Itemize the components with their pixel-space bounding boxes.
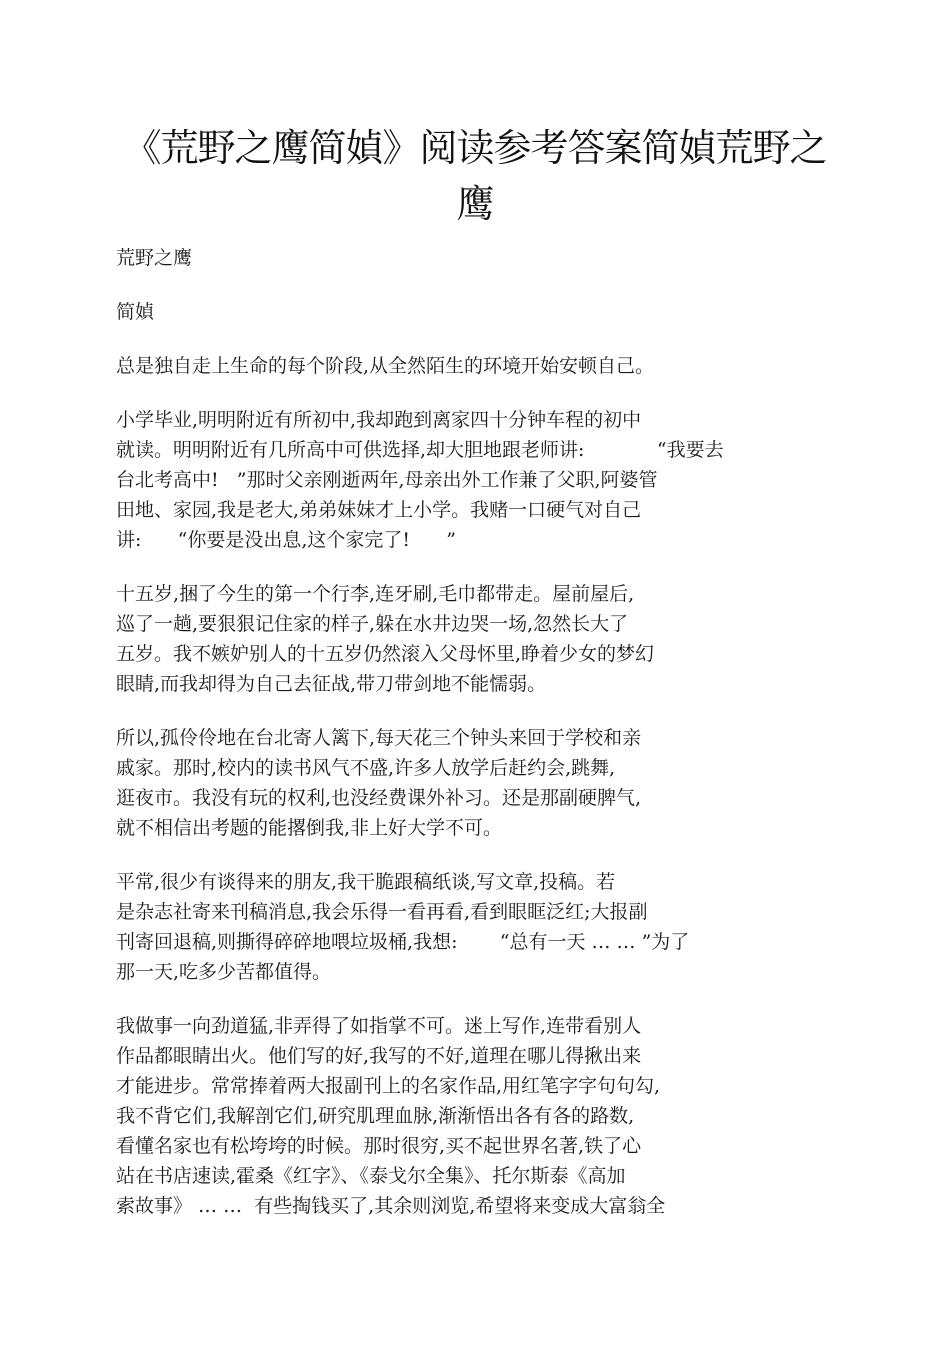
paragraph-line: 总是独自走上生命的每个阶段,从全然陌生的环境开始安顿自己。	[116, 355, 655, 377]
paragraph-line: 就不相信出考题的能撂倒我,非上好大学不可。	[116, 817, 503, 839]
paragraph-line: 看懂名家也有松垮垮的时候。那时很穷,买不起世界名著,铁了心	[116, 1135, 642, 1157]
paragraph	[116, 405, 816, 555]
paragraph-line: 巡了一趟,要狠狠记住家的样子,躲在水井边哭一场,忽然长大了	[116, 613, 629, 635]
paragraph	[116, 243, 816, 273]
paragraph	[116, 1011, 816, 1221]
paragraph-line: 荒野之鹰	[116, 247, 193, 269]
paragraph-line: 平常,很少有谈得来的朋友,我干脆跟稿纸谈,写文章,投稿。若	[116, 871, 616, 893]
paragraph	[116, 723, 816, 843]
paragraph	[116, 297, 816, 327]
paragraph-line: 作品都眼睛出火。他们写的好,我写的不好,道理在哪儿得揪出来	[116, 1045, 642, 1067]
paragraph-line: 十五岁,捆了今生的第一个行李,连牙刷,毛巾都带走。屋前屋后,	[116, 583, 635, 605]
paragraph-line: 我不背它们,我解剖它们,研究肌理血脉,渐渐悟出各有各的路数,	[116, 1105, 635, 1127]
paragraph-line: 刊寄回退稿,则撕得碎碎地喂垃圾桶,我想: “总有一天 … … ”为了	[116, 931, 690, 953]
paragraph-line: 戚家。那时,校内的读书风气不盛,许多人放学后赶约会,跳舞,	[116, 757, 616, 779]
paragraph-line: 眼睛,而我却得为自己去征战,带刀带剑地不能懦弱。	[116, 673, 547, 695]
paragraph-line: 那一天,吃多少苦都值得。	[116, 961, 332, 983]
document-title	[90, 120, 860, 232]
paragraph-line: 五岁。我不嫉妒别人的十五岁仍然滚入父母怀里,睁着少女的梦幻	[116, 643, 655, 665]
paragraph-line: 站在书店速读,霍桑《红字》、《泰戈尔全集》、托尔斯泰《高加	[116, 1165, 626, 1187]
paragraph-line: 索故事》 … … 有些掏钱买了,其余则浏览,希望将来变成大富翁全	[116, 1195, 666, 1217]
document-title-line: 《荒野之鹰简媜》阅读参考答案简媜荒野之	[123, 126, 827, 170]
paragraph-line: 我做事一向劲道猛,非弄得了如指掌不可。迷上写作,连带看别人	[116, 1015, 642, 1037]
document-title-line: 鹰	[456, 182, 494, 226]
paragraph-line: 就读。明明附近有几所高中可供选择,却大胆地跟老师讲: “我要去	[116, 439, 724, 461]
paragraph-line: 讲: “你要是没出息,这个家完了! ”	[116, 529, 456, 551]
paragraph	[116, 351, 816, 381]
paragraph-line: 台北考高中! ”那时父亲刚逝两年,母亲出外工作兼了父职,阿婆管	[116, 469, 658, 491]
paragraph-line: 简媜	[116, 301, 155, 323]
paragraph-line: 田地、家园,我是老大,弟弟妹妹才上小学。我赌一口硬气对自己	[116, 499, 642, 521]
paragraph	[116, 579, 816, 699]
document-body	[116, 243, 816, 1245]
paragraph	[116, 867, 816, 987]
paragraph-line: 逛夜市。我没有玩的权利,也没经费课外补习。还是那副硬脾气,	[116, 787, 642, 809]
paragraph-line: 小学毕业,明明附近有所初中,我却跑到离家四十分钟车程的初中	[116, 409, 642, 431]
paragraph-line: 所以,孤伶伶地在台北寄人篱下,每天花三个钟头来回于学校和亲	[116, 727, 642, 749]
paragraph-line: 是杂志社寄来刊稿消息,我会乐得一看再看,看到眼眶泛红;大报副	[116, 901, 648, 923]
paragraph-line: 才能进步。常常捧着两大报副刊上的名家作品,用红笔字字句句勾,	[116, 1075, 661, 1097]
